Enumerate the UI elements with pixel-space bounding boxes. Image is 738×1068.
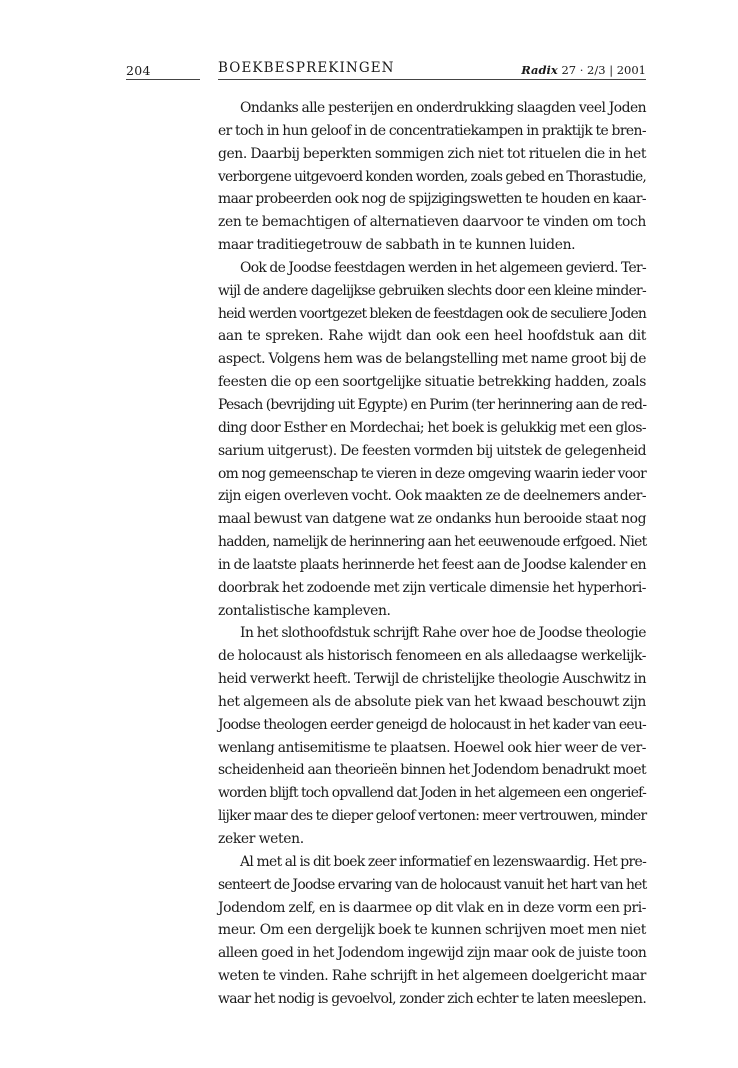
text-line: heid werden voortgezet bleken de feestdagen ook de seculiere Joden xyxy=(218,305,646,322)
text-line: zeker weten. xyxy=(218,831,304,847)
text-line: er toch in hun geloof in de concentratiekampen in praktijk te bren- xyxy=(218,122,646,139)
journal-name: Radix xyxy=(521,63,558,77)
paragraph xyxy=(218,97,646,257)
text-line: maar probeerden ook nog de spijzigingswetten te houden en kaar- xyxy=(218,191,646,208)
issue-info: 27 · 2/3 | 2001 xyxy=(561,63,646,77)
text-line: meur. Om een dergelijk boek te kunnen schrijven moet men niet xyxy=(218,922,646,939)
header-divider xyxy=(218,79,646,80)
text-line: om nog gemeenschap te vieren in deze omgeving waarin ieder voor xyxy=(218,465,646,482)
text-line: alleen goed in het Jodendom ingewijd zijn maar ook de juiste toon xyxy=(218,945,647,962)
text-line: gen. Daarbij beperkten sommigen zich niet tot rituelen die in het xyxy=(218,145,646,162)
text-line: Ondanks alle pesterijen en onderdrukking slaagden veel Joden xyxy=(240,100,647,116)
text-line: in de laatste plaats herinnerde het feest aan de Joodse kalender en xyxy=(218,556,646,573)
page-number: 204 xyxy=(126,63,151,78)
text-line: senteert de Joodse ervaring van de holocaust vanuit het hart van het xyxy=(218,876,647,893)
text-line: sarium uitgerust). De feesten vormden bij uitstek de gelegenheid xyxy=(218,442,647,459)
text-line: maar traditiegetrouw de sabbath in te kunnen luiden. xyxy=(218,237,576,254)
text-line: zen te bemachtigen of alternatieven daarvoor te vinden om toch xyxy=(218,214,646,231)
running-head xyxy=(521,63,646,77)
text-line: lijker maar des te dieper geloof vertonen: meer vertrouwen, minder xyxy=(218,808,647,825)
text-line: feesten die op een soortgelijke situatie betrekking hadden, zoals xyxy=(218,374,646,391)
text-line: wenlang antisemitisme te plaatsen. Hoewel ook hier weer de ver- xyxy=(218,739,646,756)
text-line: de holocaust als historisch fenomeen en als alledaagse werkelijk- xyxy=(218,648,646,665)
header-divider-left xyxy=(126,79,200,80)
text-line: zontalistische kampleven. xyxy=(218,602,391,619)
paragraph xyxy=(218,851,646,1011)
text-line: ding door Esther en Mordechai; het boek is gelukkig met een glos- xyxy=(218,419,646,436)
text-line: scheidenheid aan theorieën binnen het Jodendom benadrukt moet xyxy=(218,762,646,779)
text-line: worden blijft toch opvallend dat Joden in het algemeen een ongerief- xyxy=(218,785,646,802)
text-line: Joodse theologen eerder geneigd de holocaust in het kader van eeu- xyxy=(218,716,646,733)
paragraph xyxy=(218,257,646,623)
text-line: weten te vinden. Rahe schrijft in het algemeen doelgericht maar xyxy=(218,968,647,985)
text-line: aspect. Volgens hem was de belangstelling met name groot bij de xyxy=(218,351,646,368)
article-body xyxy=(218,97,646,1011)
paragraph xyxy=(218,622,646,850)
text-line: Jodendom zelf, en is daarmee op dit vlak en in deze vorm een pri- xyxy=(218,899,646,916)
text-line: verborgene uitgevoerd konden worden, zoals gebed en Thorastudie, xyxy=(218,168,647,185)
text-line: Al met al is dit boek zeer informatief en lezenswaardig. Het pre- xyxy=(240,853,647,870)
text-line: maal bewust van datgene wat ze ondanks hun berooide staat nog xyxy=(218,511,646,528)
text-line: hadden, namelijk de herinnering aan het eeuwenoude erfgoed. Niet xyxy=(218,534,647,551)
text-line: doorbrak het zodoende met zijn verticale dimensie het hyperhori- xyxy=(218,579,646,596)
text-line: Ook de Joodse feestdagen werden in het algemeen gevierd. Ter- xyxy=(240,259,646,276)
section-title: BOEKBESPREKINGEN xyxy=(218,60,395,76)
text-line: heid verwerkt heeft. Terwijl de christelijke theologie Auschwitz in xyxy=(218,671,647,688)
text-line: Pesach (bevrijding uit Egypte) en Purim (ter herinnering aan de red- xyxy=(218,396,647,413)
text-line: zijn eigen overleven vocht. Ook maakten ze de deelnemers ander- xyxy=(218,488,647,505)
text-line: waar het nodig is gevoelvol, zonder zich echter te laten meeslepen. xyxy=(218,990,647,1007)
text-line: aan te spreken. Rahe wijdt dan ook een heel hoofdstuk aan dit xyxy=(218,328,646,345)
text-line: het algemeen als de absolute piek van het kwaad beschouwt zijn xyxy=(218,693,646,710)
text-line: In het slothoofdstuk schrijft Rahe over hoe de Joodse theologie xyxy=(240,625,646,642)
text-line: wijl de andere dagelijkse gebruiken slechts door een kleine minder- xyxy=(218,282,646,299)
